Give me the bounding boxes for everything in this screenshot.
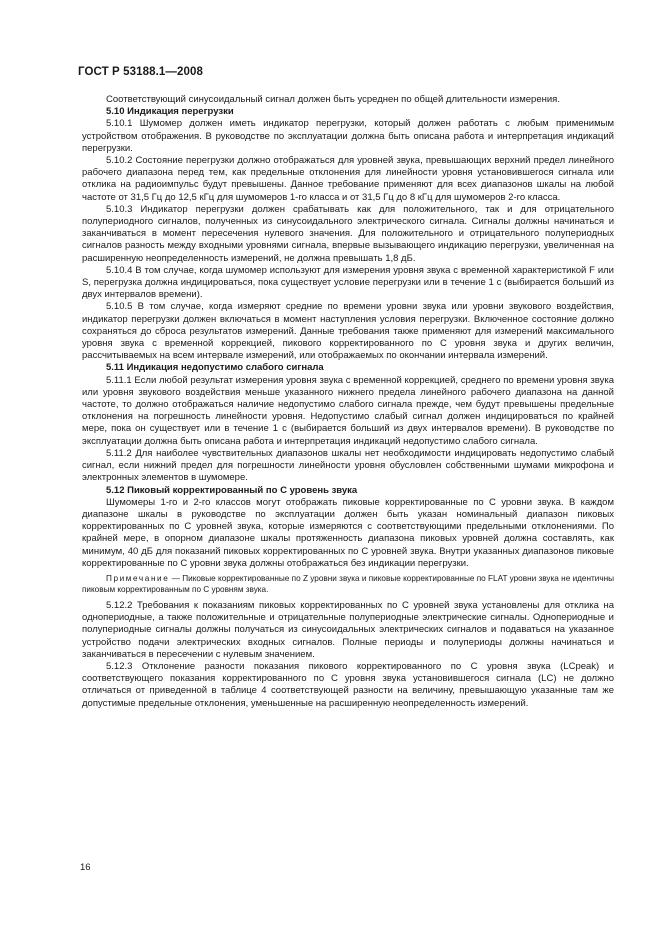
paragraph-5-10-4: 5.10.4 В том случае, когда шумомер используют для измерения уровня звука с временной характеристикой F или S, перегрузка должна индицироваться, пока существует условие перегрузки или в течение 1 с (выбирается больший из двух интервалов времени).: [82, 264, 614, 301]
paragraph-5-10-2: 5.10.2 Состояние перегрузки должно отображаться для уровней звука, превышающих верхний предел линейного рабочего диапазона перед тем, как предельные отклонения для линейности уровня установившегося сигнала или отклика на радиоимпульс будут превышены. Данное требование применяют для всех диапазонов шкалы на любой частоте от 31,5 Гц до 12,5 кГц для шумомеров 1-го класса и от 31,5 Гц до 8 кГц для шумомеров 2-го класса.: [82, 155, 614, 203]
document-header: ГОСТ Р 53188.1—2008: [78, 66, 203, 78]
paragraph-5-10-5: 5.10.5 В том случае, когда измеряют средние по времени уровни звука или уровни звукового воздействия, индикатор перегрузки должен включаться в момент наступления условия перегрузки. Включенное состояние должно сохраняться до сброса результатов измерений. Данные требования также применяют для измерений максимального уровня звука с временной коррекцией, пикового корректированного по C уровня звука и других величин, рассчитываемых на всем интервале измерений, или отображаемых по окончании интервала измерений.: [82, 301, 614, 362]
paragraph-5-10-3: 5.10.3 Индикатор перегрузки должен срабатывать как для положительного, так и для отрицательного полупериодного сигналов, полученных из синусоидального электрического сигнала. Сигналы должны начинаться и заканчиваться в момент пересечения нулевого значения. Для положительного и отрицательного полупериодных сигналов разность между входными уровнями сигнала, впервые вызывающего индикацию перегрузки, увеличенная на расширенную неопределенность измерений, не должна превышать 1,8 дБ.: [82, 203, 614, 264]
paragraph-5-12-1: Шумомеры 1-го и 2-го классов могут отображать пиковые корректированные по C уровни звука. В каждом диапазоне шкалы в руководстве по эксплуатации должен быть указан номинальный диапазон пиковых корректированных по C уровней звука, которые измеряются с соответствующими предельными отклонениями. По крайней мере, в опорном диапазоне шкалы протяженность диапазона пиковых уровней должна составлять, как минимум, 40 дБ для показаний пиковых корректированных по C уровней звука. Внутри указанных диапазонов пиковые корректированные по C уровни звука должны отображаться без индикации перегрузки.: [82, 496, 614, 569]
note: [82, 573, 614, 595]
section-heading-5-11: 5.11 Индикация недопустимо слабого сигнала: [106, 362, 324, 374]
paragraph-5-10-1: 5.10.1 Шумомер должен иметь индикатор перегрузки, который должен работать с любым применимым устройством отображения. В руководстве по эксплуатации должна быть описана работа и интерпретация индикаций перегрузки.: [82, 118, 614, 154]
paragraph-5-12-3: 5.12.3 Отклонение разности показания пикового корректированного по C уровня звука (LCpeak) и соответствующего показания корректированного по C уровня звука установившегося сигнала (LC) не должно отличаться от приведенной в таблице 4 соответствующей разности на величину, превышающую указанные там же допустимые предельные отклонения, уменьшенные на расширенную неопределенность измерений.: [82, 660, 614, 709]
section-heading-5-12: 5.12 Пиковый корректированный по C уровень звука: [106, 484, 358, 496]
note-label: Примечание: [106, 573, 170, 583]
paragraph-5-12-2: 5.12.2 Требования к показаниям пиковых корректированных по C уровней звука установлены для отклика на однопериодные, а также положительные и отрицательные полупериодные электрические сигналы. Однопериодные и полупериодные сигналы должны получаться из синусоидальных электрических сигналов и подаваться на указанное устройство подачи электрических входных сигналов. Полные периоды и полупериоды должны начинаться и заканчиваться в пересечении с нулевым значением.: [82, 599, 614, 660]
note-text: — Пиковые корректированные по Z уровни звука и пиковые корректированные по FLAT уровни звука не идентичны пиковым корректированным по C уровням звука.: [82, 573, 614, 594]
paragraph-5-11-1: 5.11.1 Если любой результат измерения уровня звука с временной коррекцией, среднего по времени уровня звука или уровня звукового воздействия меньше указанного нижнего предела линейного рабочего диапазона на данной частоте, то должно отображаться наличие недопустимо слабого сигнала прежде, чем будут превышены предельные отклонения на погрешность линейности уровня. Недопустимо слабый сигнал должен индицироваться по крайней мере, пока он существует или в течение 1 с (выбирается больший из двух интервалов времени). В руководстве по эксплуатации должна быть описана работа и интерпретация индикаций недопустимо слабого сигнала.: [82, 374, 614, 447]
page-number: 16: [80, 862, 91, 873]
paragraph: Соответствующий синусоидальный сигнал должен быть усреднен по общей длительности измерения.: [106, 94, 560, 105]
paragraph-5-11-2: 5.11.2 Для наиболее чувствительных диапазонов шкалы нет необходимости индицировать недопустимо слабый сигнал, если нижний предел для погрешности линейности уровня обусловлен собственными шумами микрофона и электронных элементов в шумомере.: [82, 447, 614, 484]
document-body: [82, 94, 614, 710]
section-heading-5-10: 5.10 Индикация перегрузки: [106, 106, 234, 118]
